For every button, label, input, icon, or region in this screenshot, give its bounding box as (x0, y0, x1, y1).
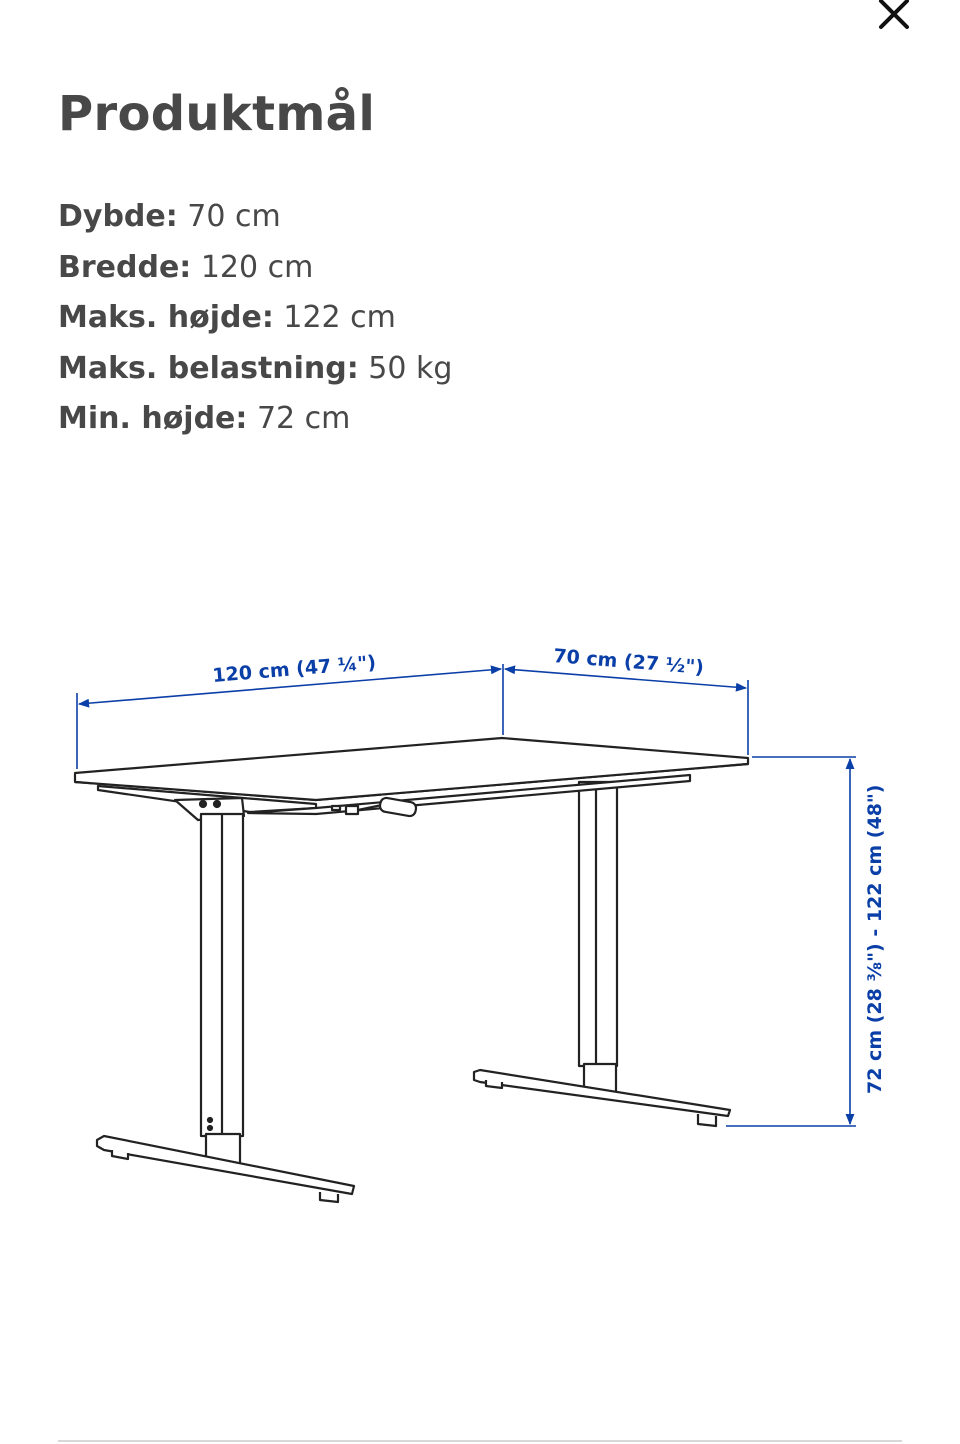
dimension-key: Min. højde: (58, 401, 248, 436)
close-icon (877, 0, 911, 31)
dimension-value: 120 cm (191, 249, 314, 285)
dimension-key: Maks. belastning: (58, 350, 359, 386)
dimension-value: 122 cm (273, 300, 396, 335)
dimension-value: 50 kg (358, 350, 453, 386)
section-divider (58, 1440, 902, 1442)
page-title: Produktmål (58, 86, 376, 142)
close-button[interactable] (870, 0, 918, 36)
height-dimension-label: 72 cm (28 ⅜") - 122 cm (48") (864, 784, 886, 1094)
desk-illustration (75, 738, 748, 1202)
width-dimension-label: 120 cm (47 ¼") (211, 651, 377, 687)
dimension-depth (58, 192, 452, 243)
dimension-key: Maks. højde: (58, 300, 274, 335)
dimension-list (58, 192, 452, 445)
dimension-lines (77, 664, 856, 1126)
dimension-min-height (58, 394, 452, 445)
desk-dimension-diagram (0, 620, 960, 1240)
depth-dimension-label: 70 cm (27 ½") (552, 645, 705, 679)
dimension-key: Dybde: (58, 199, 178, 234)
dimension-value: 72 cm (247, 401, 351, 436)
dimension-key: Bredde: (58, 249, 192, 285)
dimension-max-height (58, 293, 452, 344)
dimension-max-load (58, 344, 452, 395)
dimension-value: 70 cm (177, 199, 281, 234)
dimension-width (58, 243, 452, 294)
